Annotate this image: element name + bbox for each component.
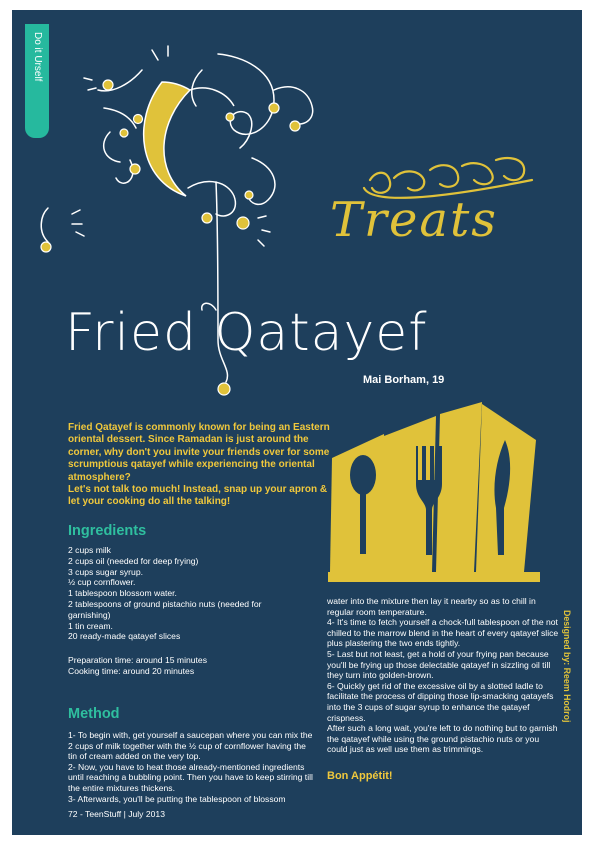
list-item: 2 cups oil (needed for deep frying) [68, 555, 199, 566]
recipe-title: Fried Qatayef [65, 303, 428, 363]
prep-time: Preparation time: around 15 minutes [68, 655, 208, 665]
method-step: 6- Quickly get rid of the excessive oil by a slotted ladle to facilitate the process of dipping those lip-smacking qatayefs into the 3 cups of sugar syrup to enhance the qatayef crispness. [327, 680, 554, 723]
method-step: 2- Now, you have to heat those already-mentioned ingredients until reaching a bubbling point. Then you have to keep stirring till the entire mixtures thickens. [68, 761, 313, 793]
closing-line: Bon Appétit! [327, 770, 393, 782]
method-steps-col1 [68, 730, 316, 804]
designer-credit: Designed by: Reem Hodroj [562, 610, 572, 723]
method-step: After such a long wait, you're left to do nothing but to garnish the qatayef while using the ground pistachio nuts or you could just as well use them as trimmings. [327, 723, 558, 755]
ingredients-heading: Ingredients [68, 523, 147, 539]
method-step: 3- Afterwards, you'll be putting the tablespoon of blossom [68, 793, 286, 804]
timing-info [68, 655, 207, 676]
list-item: ½ cup cornflower. [68, 577, 136, 588]
spoon-icon [350, 455, 376, 495]
list-item: 2 cups milk [68, 545, 111, 555]
author-byline: Mai Borham, 19 [363, 374, 445, 386]
treats-title: Treats [330, 192, 498, 248]
list-item: 20 ready-made qatayef slices [68, 631, 181, 642]
magazine-page [12, 10, 582, 835]
list-item: 2 tablespoons of ground pistachio nuts (needed for garnishing) [68, 598, 262, 620]
method-step: water into the mixture then lay it nearby so as to chill in regular room temperature. [327, 596, 536, 617]
page-footer: 72 - TeenStuff | July 2013 [68, 809, 165, 819]
list-item: 3 cups sugar syrup. [68, 566, 143, 577]
method-step: 1- To begin with, get yourself a saucepan where you can mix the 2 cups of milk together with the ½ cup of cornflower having the tin of cream added on the very top. [68, 730, 313, 762]
intro-text-1: Fried Qatayef is commonly known for being an Eastern oriental dessert. Since Ramadan is just around the corner, why don't you invite your friends over for some scrumptious qatayef while experiencing the oriental atmosphere? [68, 422, 330, 483]
cook-time: Cooking time: around 20 minutes [68, 665, 195, 676]
intro-text-2: Let's not talk too much! Instead, snap up your apron & let your cooking do all the talking! [68, 484, 328, 508]
method-step: 5- Last but not least, get a hold of your frying pan because you'll be frying up those delectable qatayef in sizzling oil till they turn into golden-brown. [327, 648, 551, 681]
list-item: 1 tablespoon blossom water. [68, 588, 177, 599]
ingredients-list [68, 545, 288, 642]
method-steps-col2 [327, 596, 559, 755]
list-item: 1 tin cream. [68, 620, 113, 631]
method-step: 4- It's time to fetch yourself a chock-full tablespoon of the not chilled to the marrow blend in the heart of every qatayef slice plus plastering the two ends tightly. [327, 617, 559, 649]
section-tab-label: Do it Urself [32, 32, 43, 82]
method-heading: Method [68, 706, 120, 722]
